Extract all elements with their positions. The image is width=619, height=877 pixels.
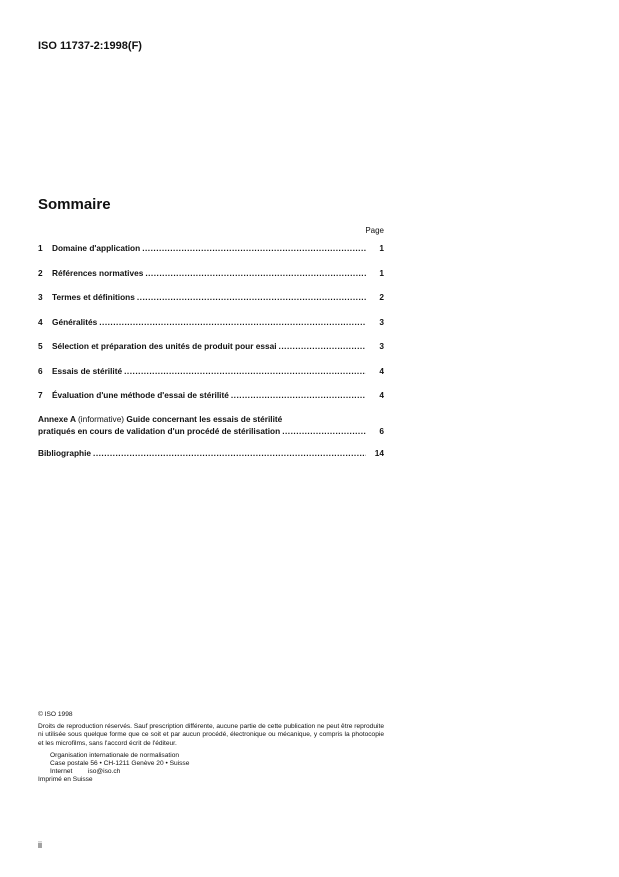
dot-leader [231, 389, 366, 401]
annex-informative-tag: (informative) [77, 414, 125, 424]
toc-entry-page: 4 [379, 390, 384, 400]
dot-leader [93, 447, 366, 459]
dot-leader [282, 425, 366, 437]
toc-entry-page: 3 [379, 341, 384, 351]
internet-address: iso@iso.ch [88, 768, 121, 776]
toc-entry-number: 5 [38, 341, 43, 351]
table-of-contents [38, 242, 384, 459]
toc-entry-label: Références normatives [52, 267, 144, 278]
toc-entry-page: 2 [379, 292, 384, 302]
copyright-rights-text: Droits de reproduction réservés. Sauf prescription différente, aucune partie de cette publication ne peut être reproduite ni utilisée sous quelque forme que ce soit et par aucun procédé, électronique ou mécanique, y compris la photocopie et les microfilms, sans l'accord écrit de l'éditeur. [38, 723, 384, 747]
toc-entry-1[interactable] [38, 242, 384, 254]
toc-entry-label: Généralités [52, 316, 98, 327]
dot-leader [137, 291, 366, 303]
toc-entry-bibliography[interactable] [38, 447, 384, 459]
copyright-block [38, 711, 384, 785]
toc-entry-page: 3 [379, 316, 384, 327]
annex-title-line1: Guide concernant les essais de stérilité [126, 414, 283, 424]
annex-title-line2: pratiqués en cours de validation d'un procédé de stérilisation [38, 426, 281, 436]
toc-entry-page: 14 [374, 448, 384, 458]
dot-leader [279, 340, 366, 352]
publisher-internet [38, 768, 384, 776]
toc-entry-number: 6 [38, 365, 43, 376]
toc-entry-2[interactable] [38, 267, 384, 279]
toc-entry-number: 2 [38, 267, 43, 278]
publisher-address: Case postale 56 • CH-1211 Genève 20 • Suisse [50, 760, 190, 768]
dot-leader [142, 242, 366, 254]
toc-entry-label: Sélection et préparation des unités de produit pour essai [52, 341, 277, 351]
toc-entry-number: 1 [38, 243, 43, 253]
printed-in: Imprimé en Suisse [38, 776, 93, 784]
dot-leader [145, 267, 366, 279]
dot-leader [99, 316, 366, 328]
toc-entry-6[interactable] [38, 365, 384, 377]
page-column-label: Page [365, 226, 384, 235]
toc-entry-3[interactable] [38, 291, 384, 303]
publisher-organisation: Organisation internationale de normalisation [50, 751, 180, 759]
toc-entry-4[interactable] [38, 316, 384, 328]
internet-label: Internet [50, 768, 73, 776]
toc-entry-page: 1 [379, 243, 384, 253]
toc-entry-number: 7 [38, 390, 43, 400]
copyright-line: © ISO 1998 [38, 711, 73, 718]
toc-entry-number: 4 [38, 316, 43, 327]
toc-entry-label: Évaluation d'une méthode d'essai de stérilité [52, 390, 229, 400]
toc-entry-page: 4 [379, 365, 384, 376]
toc-entry-label: Termes et définitions [52, 292, 135, 302]
toc-entry-number: 3 [38, 292, 43, 302]
page-number: ii [38, 840, 42, 850]
toc-entry-label: Bibliographie [38, 448, 92, 458]
dot-leader [124, 365, 366, 377]
toc-entry-label: Essais de stérilité [52, 365, 123, 376]
toc-entry-page: 1 [379, 267, 384, 278]
toc-entry-7[interactable] [38, 389, 384, 401]
annex-prefix: Annexe A [38, 414, 76, 424]
toc-entry-annex-a[interactable] [38, 413, 384, 437]
toc-entry-page: 6 [379, 426, 384, 436]
toc-entry-5[interactable] [38, 340, 384, 352]
toc-entry-label: Domaine d'application [52, 243, 141, 253]
document-id: ISO 11737-2:1998(F) [38, 40, 142, 52]
toc-title: Sommaire [38, 196, 111, 213]
